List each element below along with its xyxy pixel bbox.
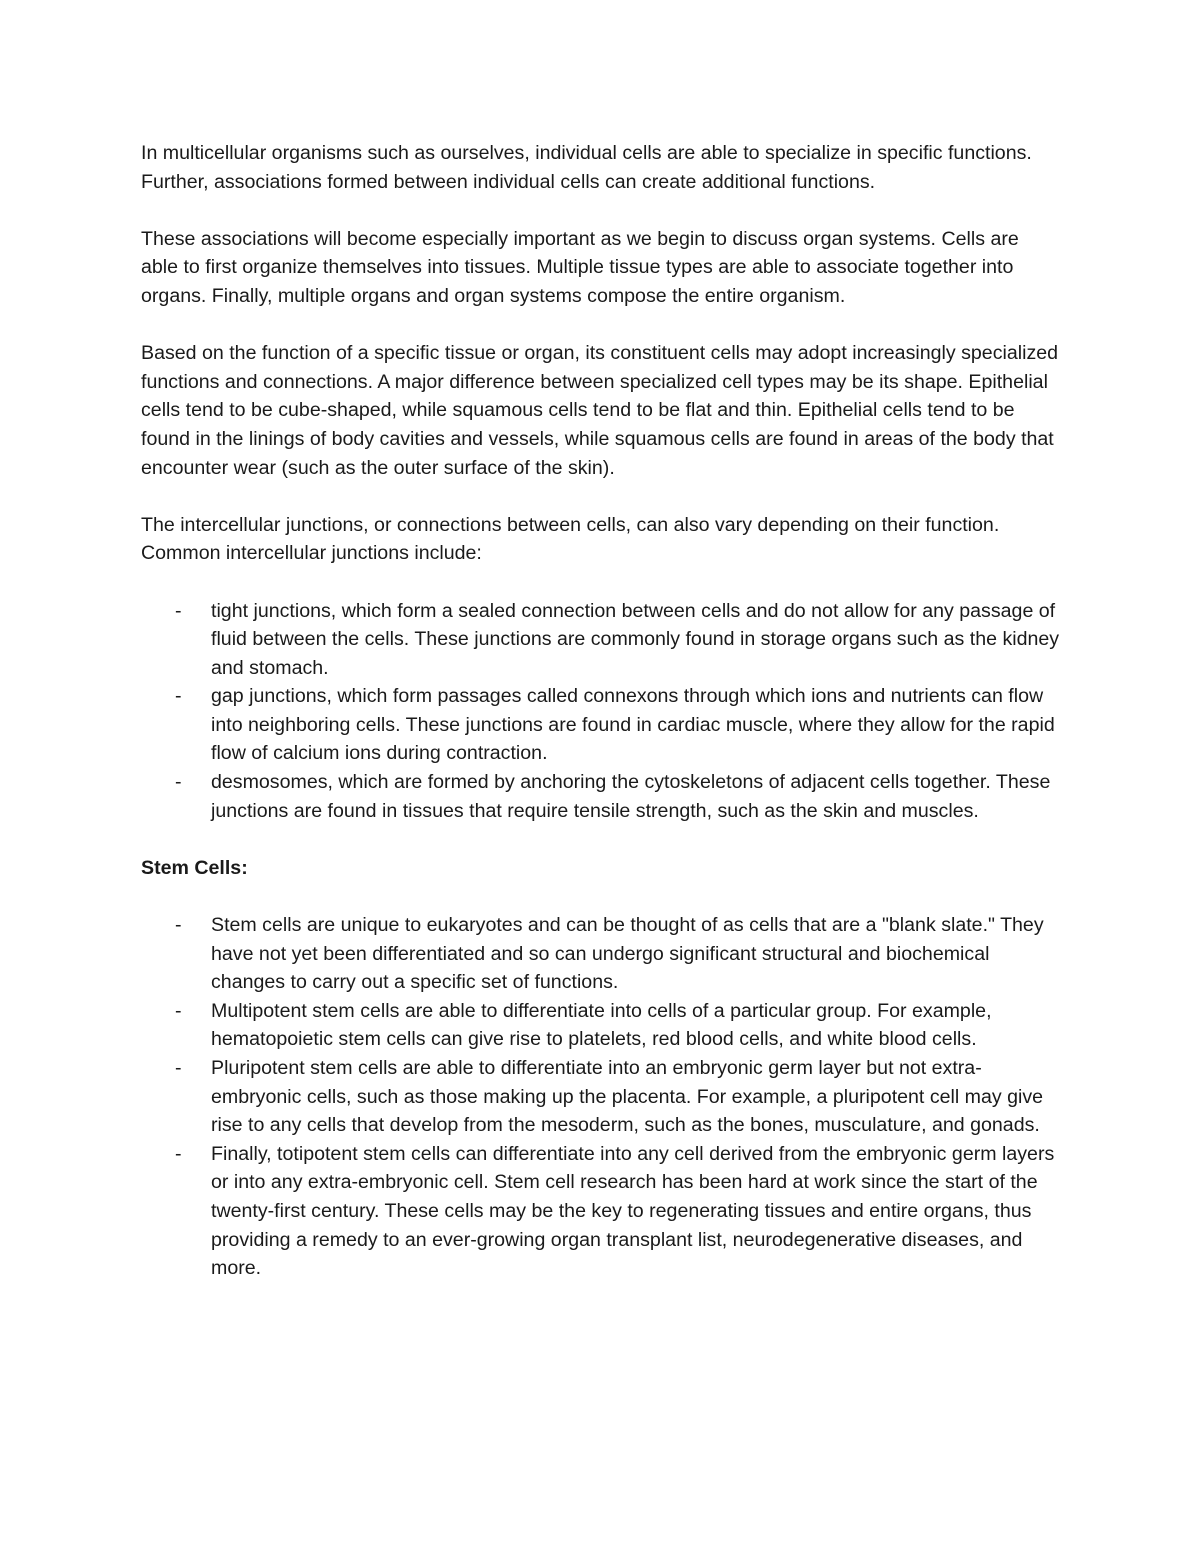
intro-paragraph: In multicellular organisms such as ourselves, individual cells are able to specialize in specific functions. Further, associations formed between individual cells can create additional functions. — [141, 142, 1032, 193]
list-item — [141, 1140, 1061, 1283]
bullet-dash: - — [175, 685, 182, 708]
list-item — [141, 682, 1061, 768]
stem-cells-list — [141, 911, 1061, 1283]
bullet-dash: - — [175, 1142, 182, 1165]
bullet-dash: - — [175, 771, 182, 794]
list-item-text: Pluripotent stem cells are able to differentiate into an embryonic germ layer but not extra-embryonic cells, such as those making up the placenta. For example, a pluripotent cell may give rise to any cells that develop from the mesoderm, such as the bones, musculature, and gonads. — [211, 1057, 1044, 1137]
list-item — [141, 768, 1061, 825]
bullet-dash: - — [175, 914, 182, 937]
list-item-text: tight junctions, which form a sealed connection between cells and do not allow for any passage of fluid between the cells. These junctions are commonly found in storage organs such as the kidney and stomach. — [211, 599, 1060, 679]
list-item-text: Stem cells are unique to eukaryotes and can be thought of as cells that are a "blank slate." They have not yet been differentiated and so can undergo significant structural and biochemical changes to carry out a specific set of functions. — [211, 914, 1044, 994]
document-body — [141, 139, 1061, 1311]
bullet-dash: - — [175, 1057, 182, 1079]
list-item — [141, 1054, 1061, 1140]
list-item — [141, 597, 1061, 683]
organization-paragraph: These associations will become especially important as we begin to discuss organ systems. Cells are able to first organize themselves into tissues. Multiple tissue types are able to associate together into organs. Finally, multiple organs and organ systems compose the entire organism. — [141, 227, 1019, 307]
list-item-text: desmosomes, which are formed by anchoring the cytoskeletons of adjacent cells together. These junctions are found in tissues that require tensile strength, such as the skin and muscles. — [211, 771, 1051, 822]
junctions-list — [141, 597, 1061, 826]
list-item — [141, 911, 1061, 997]
bullet-dash: - — [175, 599, 182, 622]
stem-cells-heading: Stem Cells: — [141, 856, 248, 879]
list-item-text: Multipotent stem cells are able to differentiate into cells of a particular group. For example, hematopoietic stem cells can give rise to platelets, red blood cells, and white blood cells. — [211, 999, 992, 1051]
list-item — [141, 997, 1061, 1054]
specialization-paragraph: Based on the function of a specific tissue or organ, its constituent cells may adopt increasingly specialized functions and connections. A major difference between specialized cell types may be its shape. Epithelial cells tend to be cube-shaped, while squamous cells tend to be flat and thin. Epithelial cells tend to be found in the linings of body cavities and vessels, while squamous cells are found in areas of the body that encounter wear (such as the outer surface of the skin). — [141, 342, 1059, 479]
list-item-text: gap junctions, which form passages called connexons through which ions and nutrients can flow into neighboring cells. These junctions are found in cardiac muscle, where they allow for the rapid flow of calcium ions during contraction. — [211, 685, 1055, 765]
bullet-dash: - — [175, 999, 182, 1022]
junctions-intro-paragraph: The intercellular junctions, or connections between cells, can also vary depending on their function. Common intercellular junctions include: — [141, 513, 1000, 565]
list-item-text: Finally, totipotent stem cells can differentiate into any cell derived from the embryonic germ layers or into any extra-embryonic cell. Stem cell research has been hard at work since the start of the twenty-first century. These cells may be the key to regenerating tissues and entire organs, thus providing a remedy to an ever-growing organ transplant list, neurodegenerative diseases, and more. — [211, 1142, 1055, 1280]
